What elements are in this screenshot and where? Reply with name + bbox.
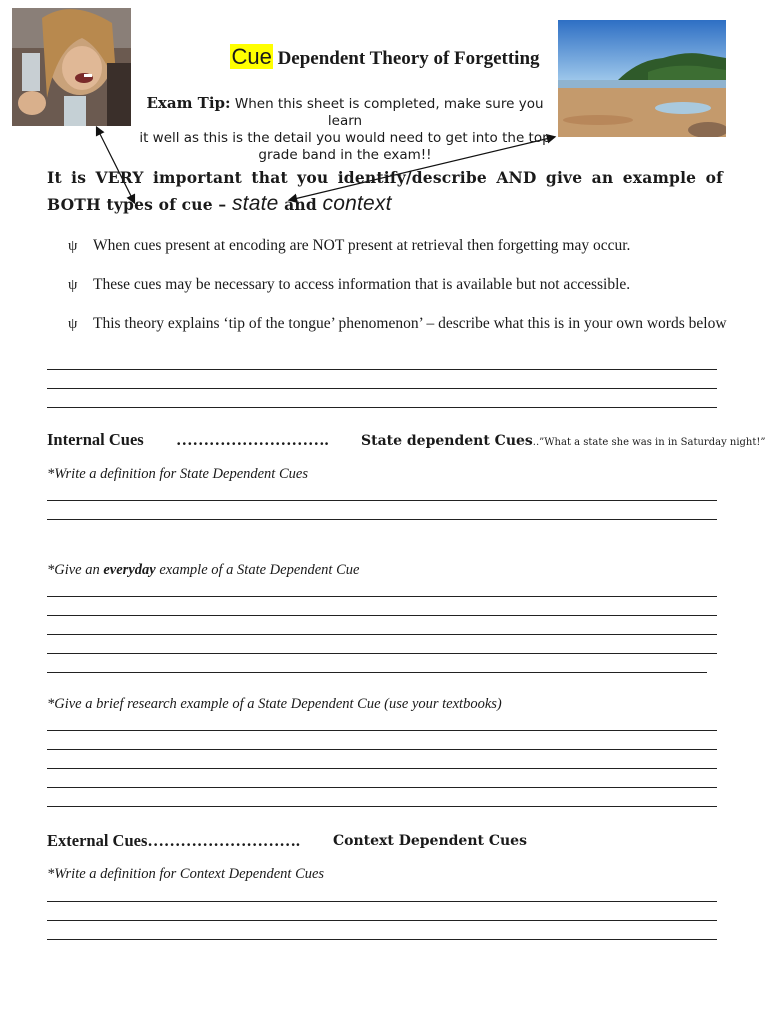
psi-icon: ψ — [68, 277, 78, 293]
everyday-example-prompt — [47, 562, 359, 579]
answer-line[interactable] — [47, 768, 717, 769]
answer-line[interactable] — [47, 500, 717, 501]
answer-line[interactable] — [47, 388, 717, 389]
exam-tip — [135, 95, 555, 164]
state-dependent-cues: State dependent Cues — [361, 433, 533, 449]
external-cues-heading — [47, 831, 300, 851]
exam-tip-line2: it well as this is the detail you would need to get into the top — [139, 130, 551, 146]
answer-line[interactable] — [47, 749, 717, 750]
answer-line[interactable] — [47, 615, 717, 616]
answer-line[interactable] — [47, 806, 717, 807]
bullet-text: This theory explains ‘tip of the tongue’ phenomenon’ – describe what this is in your own words below — [93, 315, 727, 332]
answer-line[interactable] — [47, 920, 717, 921]
answer-line[interactable] — [47, 407, 717, 408]
psi-icon: ψ — [68, 238, 78, 254]
answer-line[interactable] — [47, 730, 717, 731]
answer-line[interactable] — [47, 634, 717, 635]
title-highlight: Cue — [231, 44, 272, 69]
psi-icon: ψ — [68, 316, 78, 332]
important-statement — [47, 165, 723, 218]
state-note: ..”What a state she was in in Saturday night!” — [532, 437, 766, 448]
internal-cues-heading: Internal Cues — [47, 430, 144, 449]
answer-line[interactable] — [47, 653, 717, 654]
answer-line[interactable] — [47, 519, 717, 520]
context-dependent-cues: Context Dependent Cues — [333, 833, 527, 849]
context-definition-prompt: *Write a definition for Context Dependent Cues — [47, 866, 325, 882]
exam-tip-line3: grade band in the exam!! — [258, 147, 432, 163]
context-word: context — [322, 192, 392, 215]
state-word: state — [231, 192, 279, 215]
answer-line[interactable] — [47, 596, 717, 597]
state-dependent-label — [361, 432, 766, 450]
and-word: and — [284, 195, 317, 214]
external-cues-dots: ………………………. — [147, 831, 300, 850]
external-cues-title: External Cues — [47, 831, 148, 850]
everyday-bold: everyday — [103, 562, 156, 578]
everyday-post: example of a State Dependent Cue — [159, 562, 360, 578]
bullet-text: These cues may be necessary to access information that is available but not accessible. — [93, 276, 631, 293]
everyday-pre: *Give an — [47, 562, 100, 578]
bullet-text: When cues present at encoding are NOT present at retrieval then forgetting may occur. — [93, 237, 631, 254]
exam-tip-line1: When this sheet is completed, make sure you learn — [234, 96, 544, 129]
page-title — [0, 44, 770, 70]
research-example-prompt: *Give a brief research example of a State Dependent Cue (use your textbooks) — [47, 696, 502, 712]
exam-tip-label: Exam Tip: — [146, 94, 231, 112]
answer-line[interactable] — [47, 672, 707, 673]
answer-line[interactable] — [47, 369, 717, 370]
state-definition-prompt: *Write a definition for State Dependent Cues — [47, 466, 308, 482]
important-text: It is VERY important that you identify/describe AND give an example of BOTH types of cue – — [47, 168, 723, 214]
answer-line[interactable] — [47, 939, 717, 940]
answer-line[interactable] — [47, 787, 717, 788]
internal-cues-dots: ………………………. — [176, 430, 329, 449]
title-rest: Dependent Theory of Forgetting — [277, 48, 540, 69]
answer-line[interactable] — [47, 901, 717, 902]
